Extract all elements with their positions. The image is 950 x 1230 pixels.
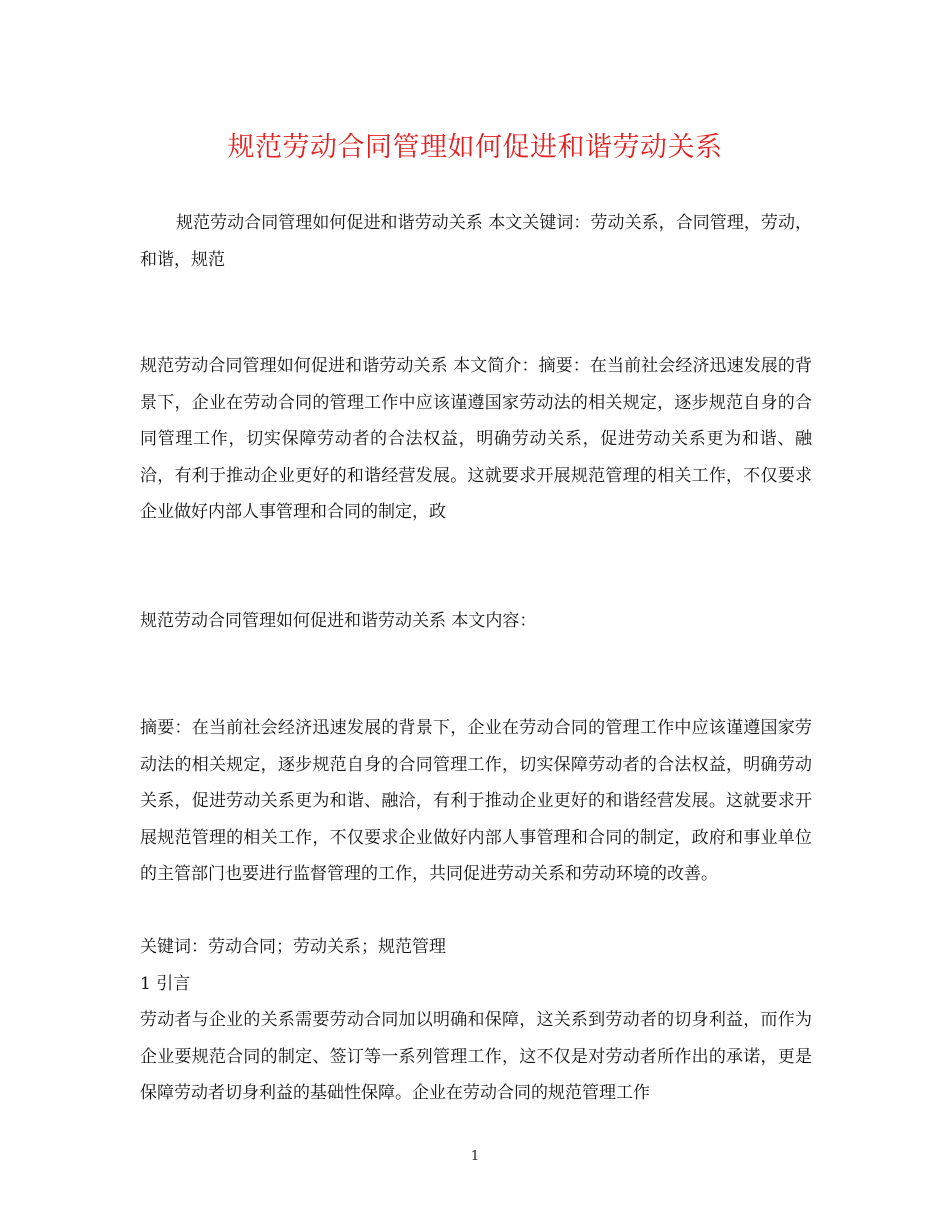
keywords-line: 关键词：劳动合同；劳动关系；规范管理 <box>140 937 446 957</box>
keywords-paragraph: 规范劳动合同管理如何促进和谐劳动关系 本文关键词：劳动关系，合同管理，劳动，和谐，规范 <box>140 213 812 270</box>
content-heading: 规范劳动合同管理如何促进和谐劳动关系 本文内容： <box>140 611 537 631</box>
section-heading: 1 引言 <box>140 974 191 994</box>
abstract-paragraph: 摘要：在当前社会经济迅速发展的背景下，企业在劳动合同的管理工作中应该谨遵国家劳动法的相关规定，逐步规范自身的合同管理工作，切实保障劳动者的合法权益，明确劳动关系，促进劳动关系更为和谐、融洽，有利于推动企业更好的和谐经营发展。这就要求开展规范管理的相关工作，不仅要求企业做好内部人事管理和合同的制定，政府和事业单位的主管部门也要进行监督管理的工作，共同促进劳动关系和劳动环境的改善。 <box>140 718 812 884</box>
section-paragraph: 劳动者与企业的关系需要劳动合同加以明确和保障，这关系到劳动者的切身利益，而作为企业要规范合同的制定、签订等一系列管理工作，这不仅是对劳动者所作出的承诺，更是保障劳动者切身利益的基础性保障。企业在劳动合同的规范管理工作 <box>140 1010 812 1103</box>
page-number: 1 <box>470 1149 480 1164</box>
intro-paragraph: 规范劳动合同管理如何促进和谐劳动关系 本文简介：摘要：在当前社会经济迅速发展的背景下，企业在劳动合同的管理工作中应该谨遵国家劳动法的相关规定，逐步规范自身的合同管理工作，切实保障劳动者的合法权益，明确劳动关系，促进劳动关系更为和谐、融洽，有利于推动企业更好的和谐经营发展。这就要求开展规范管理的相关工作，不仅要求企业做好内部人事管理和合同的制定，政 <box>140 356 812 522</box>
document-title: 规范劳动合同管理如何促进和谐劳动关系 <box>227 132 723 163</box>
